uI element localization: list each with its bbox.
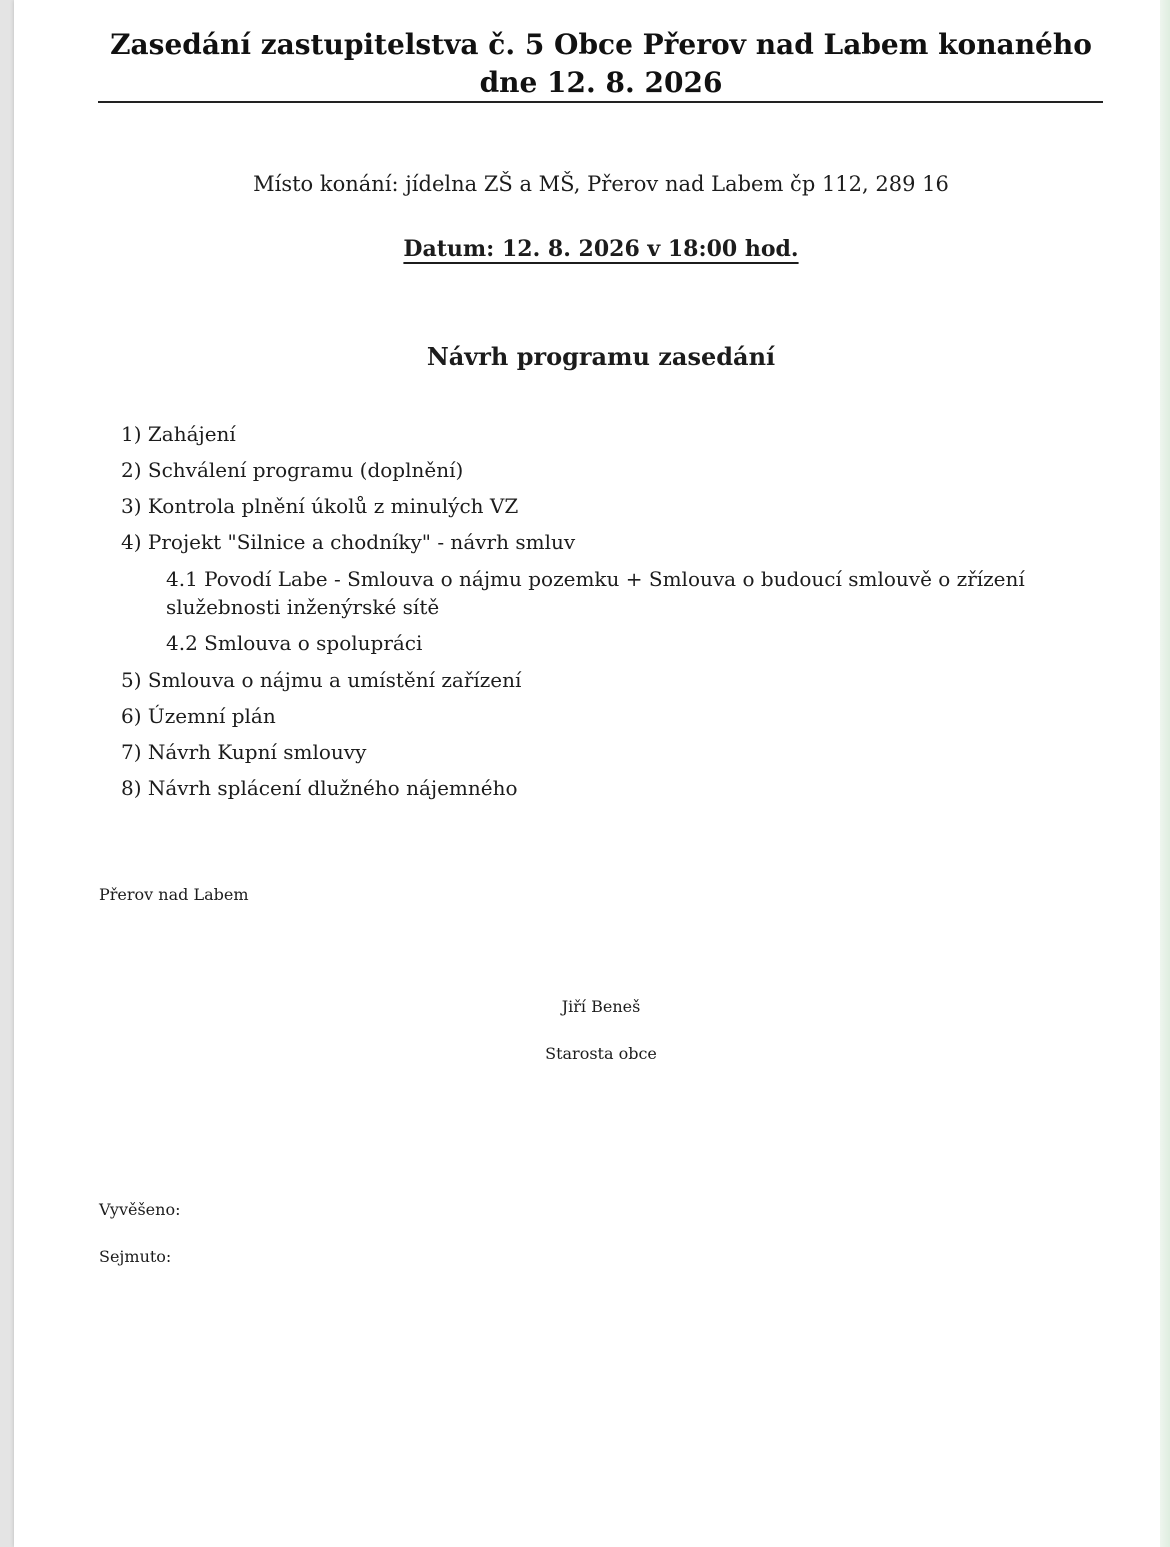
agenda-item: 7) Návrh Kupní smlouvy bbox=[121, 740, 367, 764]
meeting-venue: Místo konání: jídelna ZŠ a MŠ, Přerov nad Labem čp 112, 289 16 bbox=[253, 172, 949, 196]
agenda-subitem: 4.2 Smlouva o spolupráci bbox=[166, 631, 423, 655]
document-page bbox=[14, 0, 1160, 1547]
removed-label: Sejmuto: bbox=[99, 1247, 172, 1266]
signer-name: Jiří Beneš bbox=[561, 997, 641, 1016]
agenda-item: 8) Návrh splácení dlužného nájemného bbox=[121, 776, 518, 800]
agenda-item: 5) Smlouva o nájmu a umístění zařízení bbox=[121, 668, 522, 692]
agenda-item: 2) Schválení programu (doplnění) bbox=[121, 458, 464, 482]
agenda-item: 6) Územní plán bbox=[121, 704, 276, 728]
agenda-item: 3) Kontrola plnění úkolů z minulých VZ bbox=[121, 494, 519, 518]
agenda-item: 1) Zahájení bbox=[121, 422, 236, 446]
meeting-date bbox=[100, 236, 1102, 262]
document-title-line-1: Zasedání zastupitelstva č. 5 Obce Přerov nad Labem konaného bbox=[110, 28, 1092, 61]
agenda-item: 4) Projekt "Silnice a chodníky" - návrh smluv bbox=[121, 530, 576, 554]
posted-label: Vyvěšeno: bbox=[99, 1200, 181, 1219]
meeting-date-text: Datum: 12. 8. 2026 v 18:00 hod. bbox=[403, 236, 799, 262]
page-edge bbox=[1160, 0, 1170, 1547]
program-heading: Návrh programu zasedání bbox=[426, 342, 776, 371]
title-divider bbox=[98, 101, 1103, 103]
place-of-issue: Přerov nad Labem bbox=[99, 885, 249, 904]
signer-role: Starosta obce bbox=[545, 1044, 657, 1063]
agenda-subitem-continuation: služebnosti inženýrské sítě bbox=[166, 595, 440, 619]
agenda-subitem: 4.1 Povodí Labe - Smlouva o nájmu pozemku + Smlouva o budoucí smlouvě o zřízení bbox=[166, 567, 1025, 591]
document-title-line-2: dne 12. 8. 2026 bbox=[479, 66, 723, 99]
